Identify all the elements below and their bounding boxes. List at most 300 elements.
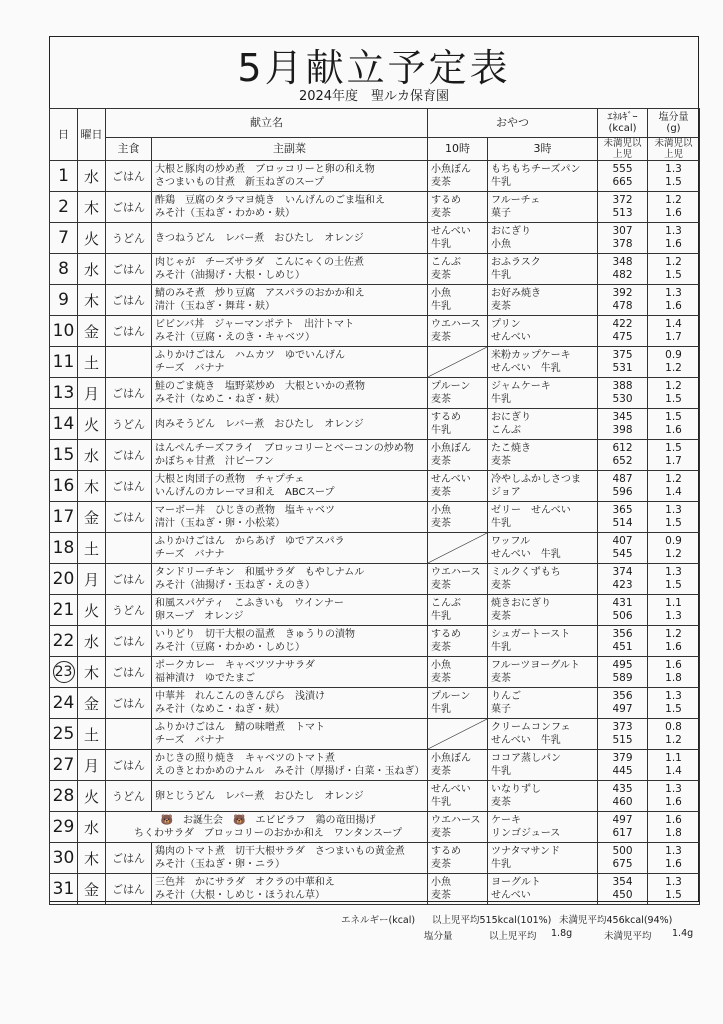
snack-3-cell: [488, 688, 598, 719]
snack-3-cell: [488, 657, 598, 688]
dish-line-1: 卵とじうどん レバー煮 おひたし オレンジ: [155, 790, 364, 802]
salt-toddler: 1.3: [665, 690, 682, 702]
salt-cell: [648, 843, 700, 874]
snack-10-cell: [428, 409, 488, 440]
energy-cell: [598, 874, 648, 905]
salt-cell: [648, 223, 700, 254]
snack-10-item-2: 牛乳: [431, 239, 451, 250]
snack-10-item-1: 小魚: [431, 660, 451, 671]
salt-toddler: 1.1: [665, 752, 682, 764]
snack-10-item-1: 小魚: [431, 877, 451, 888]
snack-3-item-1: りんご: [491, 691, 521, 702]
dishes-cell: [152, 223, 428, 254]
menu-table: [49, 108, 700, 905]
energy-cell: [598, 657, 648, 688]
dishes-cell: [152, 781, 428, 812]
date-cell: 24: [50, 688, 78, 719]
snack-10-cell: [428, 657, 488, 688]
dishes-cell: [152, 161, 428, 192]
table-row: [50, 440, 700, 471]
snack-10-item-1: プルーン: [431, 691, 471, 702]
table-row: [50, 161, 700, 192]
salt-toddler: 1.3: [665, 566, 682, 578]
dish-line-2: みそ汁（なめこ・ねぎ・麸）: [155, 394, 285, 405]
energy-cell: [598, 533, 648, 564]
energy-older: 589: [612, 672, 633, 684]
energy-cell: [598, 285, 648, 316]
salt-toddler: 1.3: [665, 876, 682, 888]
snack-10-item-2: 牛乳: [431, 425, 451, 436]
energy-cell: [598, 347, 648, 378]
date-cell: 27: [50, 750, 78, 781]
salt-older: 1.6: [665, 424, 682, 436]
table-row: [50, 223, 700, 254]
footer-salt-lower-label: 未満児平均: [604, 931, 652, 942]
table-row: [50, 254, 700, 285]
staple-cell: ごはん: [106, 750, 152, 781]
salt-cell: [648, 781, 700, 812]
snack-3-item-2: 麦茶: [491, 580, 511, 591]
staple-cell: うどん: [106, 595, 152, 626]
dishes-cell: [152, 657, 428, 688]
salt-cell: [648, 688, 700, 719]
snack-3-item-1: ケーキ: [491, 815, 521, 826]
salt-older: 1.6: [665, 796, 682, 808]
footer-energy-upper: 以上児平均515kcal(101%): [432, 915, 552, 926]
dish-line-2: 清汁（玉ねぎ・舞茸・麸）: [155, 301, 275, 312]
footer-energy-label: エネルギー(kcal): [341, 915, 416, 926]
salt-cell: [648, 502, 700, 533]
snack-3-item-2: 牛乳: [491, 177, 511, 188]
weekday-cell: 月: [78, 564, 106, 595]
snack-10-cell: [428, 471, 488, 502]
date-cell: 22: [50, 626, 78, 657]
date-cell: 2: [50, 192, 78, 223]
salt-older: 1.4: [665, 486, 682, 498]
dish-line-1: ビビンバ丼 ジャーマンポテト 出汁トマト: [155, 319, 355, 330]
date-cell: 9: [50, 285, 78, 316]
snack-10-cell: [428, 161, 488, 192]
energy-toddler: 431: [612, 597, 633, 609]
snack-3-item-2: 牛乳: [491, 270, 511, 281]
staple-cell: [106, 719, 152, 750]
staple-cell: ごはん: [106, 688, 152, 719]
slash-line: [428, 719, 487, 749]
snack-3-item-1: いなりずし: [491, 784, 541, 795]
date-cell: 7: [50, 223, 78, 254]
energy-toddler: 348: [612, 256, 633, 268]
energy-toddler: 379: [612, 752, 633, 764]
dishes-cell: [152, 254, 428, 285]
snack-10-item-2: 麦茶: [431, 642, 451, 653]
energy-older: 482: [612, 269, 633, 281]
snack-3-item-1: フルーツヨーグルト: [491, 660, 580, 671]
date-cell: 20: [50, 564, 78, 595]
page-title: 5月献立予定表: [237, 46, 511, 90]
snack-10-cell: [428, 595, 488, 626]
salt-older: 1.3: [665, 610, 682, 622]
snack-10-item-2: 麦茶: [431, 177, 451, 188]
table-row: [50, 781, 700, 812]
energy-toddler: 356: [612, 690, 633, 702]
energy-older: 475: [612, 331, 633, 343]
snack-10-cell: [428, 564, 488, 595]
salt-cell: [648, 378, 700, 409]
energy-toddler: 345: [612, 411, 633, 423]
header-salt: 塩分量(g): [648, 109, 700, 138]
dishes-cell: [106, 812, 428, 843]
snack-10-item-2: 牛乳: [431, 611, 451, 622]
circled-date: 23: [53, 661, 75, 683]
snack-10-item-2: 牛乳: [431, 301, 451, 312]
weekday-cell: 水: [78, 812, 106, 843]
salt-toddler: 1.5: [665, 442, 682, 454]
salt-toddler: 1.3: [665, 163, 682, 175]
snack-10-item-1: するめ: [431, 195, 461, 206]
header-energy: ｴﾈﾙｷﾞｰ(kcal): [598, 109, 648, 138]
date-cell: 1: [50, 161, 78, 192]
table-row: [50, 812, 700, 843]
dish-line-1: はんぺんチーズフライ ブロッコリーとベーコンの炒め物: [155, 443, 414, 454]
dish-line-2: いんげんのカレーマヨ和え ABCスープ: [155, 487, 335, 498]
weekday-cell: 月: [78, 378, 106, 409]
snack-10-item-1: せんべい: [431, 226, 471, 237]
snack-10-cell: [428, 223, 488, 254]
snack-10-cell: [428, 812, 488, 843]
snack-3-item-1: フルーチェ: [491, 195, 541, 206]
energy-cell: [598, 161, 648, 192]
snack-10-item-1: こんぶ: [431, 257, 461, 268]
energy-cell: [598, 564, 648, 595]
salt-cell: [648, 812, 700, 843]
snack-3-item-1: おにぎり: [491, 412, 531, 423]
snack-3-item-1: ゼリー せんべい: [491, 505, 571, 516]
snack-10-item-2: 麦茶: [431, 270, 451, 281]
energy-cell: [598, 781, 648, 812]
salt-cell: [648, 595, 700, 626]
snack-3-item-2: こんぶ: [491, 425, 521, 436]
title-band: [50, 37, 698, 108]
header-row-2: [50, 138, 700, 161]
snack-3-cell: [488, 533, 598, 564]
dish-line-1: タンドリーチキン 和風サラダ もやしナムル: [155, 567, 365, 578]
date-cell: 13: [50, 378, 78, 409]
salt-toddler: 1.6: [665, 659, 682, 671]
table-row: [50, 688, 700, 719]
dishes-cell: [152, 316, 428, 347]
staple-cell: [106, 533, 152, 564]
snack-3-cell: [488, 161, 598, 192]
dish-line-2: かぼちゃ甘煮 汁ビーフン: [155, 456, 274, 467]
snack-10-item-2: 麦茶: [431, 766, 451, 777]
table-row: [50, 192, 700, 223]
snack-10-cell: [428, 688, 488, 719]
snack-3-item-2: 麦茶: [491, 456, 511, 467]
snack-3-item-2: 牛乳: [491, 642, 511, 653]
dish-line-2: みそ汁（油揚げ・大根・しめじ）: [155, 270, 305, 281]
energy-older: 506: [612, 610, 633, 622]
energy-toddler: 555: [612, 163, 633, 175]
table-row: [50, 719, 700, 750]
energy-older: 514: [612, 517, 633, 529]
weekday-cell: 木: [78, 471, 106, 502]
snack-10-cell: [428, 502, 488, 533]
energy-older: 460: [612, 796, 633, 808]
energy-toddler: 422: [612, 318, 633, 330]
energy-toddler: 307: [612, 225, 633, 237]
energy-older: 450: [612, 889, 633, 901]
dish-line-1: ふりかけごはん からあげ ゆでアスパラ: [155, 536, 345, 547]
date-cell: 15: [50, 440, 78, 471]
salt-older: 1.2: [665, 548, 682, 560]
staple-cell: ごはん: [106, 874, 152, 905]
slash-line: [428, 347, 487, 377]
energy-cell: [598, 688, 648, 719]
footer-salt-lower-value: 1.4g: [672, 928, 694, 939]
no-snack-slash: [428, 533, 487, 563]
dish-line-2: みそ汁（油揚げ・玉ねぎ・えのき）: [155, 580, 315, 591]
snack-10-cell: [428, 347, 488, 378]
snack-3-cell: [488, 564, 598, 595]
snack-10-item-2: 麦茶: [431, 890, 451, 901]
snack-3-item-1: 冷やしふかしさつま: [491, 474, 581, 485]
snack-10-item-2: 牛乳: [431, 704, 451, 715]
energy-cell: [598, 626, 648, 657]
snack-10-cell: [428, 192, 488, 223]
weekday-cell: 土: [78, 347, 106, 378]
salt-toddler: 0.9: [665, 349, 682, 361]
header-salt-sub: 未満児以上児: [648, 138, 700, 161]
snack-3-cell: [488, 223, 598, 254]
menu-sheet: [49, 36, 699, 902]
salt-cell: [648, 750, 700, 781]
staple-cell: ごはん: [106, 471, 152, 502]
snack-3-item-2: 牛乳: [491, 766, 511, 777]
snack-3-item-1: おふラスク: [491, 257, 541, 268]
energy-older: 497: [612, 703, 633, 715]
snack-10-item-2: 麦茶: [431, 487, 451, 498]
dish-line-2: さつまいもの甘煮 新玉ねぎのスープ: [155, 177, 324, 188]
dishes-cell: [152, 409, 428, 440]
snack-3-item-1: ツナタマサンド: [491, 846, 560, 857]
snack-3-item-1: シュガートースト: [491, 629, 571, 640]
snack-10-cell: [428, 285, 488, 316]
footer-salt-upper-label: 以上児平均: [489, 931, 537, 942]
dish-line-2: みそ汁（豆腐・わかめ・しめじ）: [155, 642, 305, 653]
staple-cell: うどん: [106, 223, 152, 254]
energy-older: 445: [612, 765, 633, 777]
weekday-cell: 木: [78, 192, 106, 223]
energy-toddler: 497: [612, 814, 633, 826]
salt-older: 1.6: [665, 641, 682, 653]
table-row: [50, 533, 700, 564]
snack-3-cell: [488, 471, 598, 502]
salt-toddler: 1.6: [665, 814, 682, 826]
snack-3-item-2: 菓子: [491, 704, 511, 715]
no-snack-slash: [428, 347, 487, 377]
snack-3-item-1: おにぎり: [491, 226, 531, 237]
weekday-cell: 火: [78, 781, 106, 812]
salt-older: 1.5: [665, 579, 682, 591]
snack-3-item-2: 麦茶: [491, 673, 511, 684]
weekday-cell: 火: [78, 409, 106, 440]
salt-toddler: 1.3: [665, 845, 682, 857]
energy-cell: [598, 502, 648, 533]
staple-cell: ごはん: [106, 192, 152, 223]
staple-cell: ごはん: [106, 440, 152, 471]
salt-cell: [648, 564, 700, 595]
snack-3-cell: [488, 409, 598, 440]
dish-line-2: チーズ バナナ: [155, 363, 225, 374]
footer-salt-upper-value: 1.8g: [551, 928, 573, 939]
snack-3-cell: [488, 440, 598, 471]
dishes-cell: [152, 285, 428, 316]
salt-older: 1.7: [665, 331, 682, 343]
snack-3-item-2: 麦茶: [491, 301, 511, 312]
salt-older: 1.8: [665, 672, 682, 684]
snack-3-item-1: お好み焼き: [491, 288, 541, 299]
snack-10-cell: [428, 316, 488, 347]
header-snack-3: 3時: [488, 138, 598, 161]
dish-line-1: 肉じゃが チーズサラダ こんにゃくの土佐煮: [155, 257, 364, 268]
snack-10-item-2: 麦茶: [431, 580, 451, 591]
snack-10-item-1: プルーン: [431, 381, 471, 392]
energy-cell: [598, 378, 648, 409]
energy-older: 378: [612, 238, 633, 250]
salt-cell: [648, 347, 700, 378]
salt-older: 1.6: [665, 300, 682, 312]
energy-older: 652: [612, 455, 633, 467]
dish-line-2: 卵スープ オレンジ: [155, 611, 244, 622]
table-row: [50, 409, 700, 440]
energy-toddler: 374: [612, 566, 633, 578]
weekday-cell: 金: [78, 688, 106, 719]
salt-toddler: 1.2: [665, 380, 682, 392]
salt-cell: [648, 192, 700, 223]
dish-line-2: えのきとわかめのナムル みそ汁（厚揚げ・白菜・玉ねぎ）: [155, 766, 425, 777]
snack-10-item-1: するめ: [431, 846, 461, 857]
table-row: [50, 316, 700, 347]
table-row: [50, 843, 700, 874]
staple-cell: ごはん: [106, 502, 152, 533]
weekday-cell: 火: [78, 595, 106, 626]
dishes-cell: [152, 719, 428, 750]
snack-3-item-2: 牛乳: [491, 394, 511, 405]
dish-line-1: ふりかけごはん ハムカツ ゆでいんげん: [155, 350, 345, 361]
snack-3-item-2: せんべい: [491, 890, 531, 901]
dishes-cell: [152, 595, 428, 626]
snack-10-item-2: 麦茶: [431, 859, 451, 870]
snack-10-item-1: 小魚ぼん: [431, 443, 471, 454]
snack-3-item-2: 麦茶: [491, 797, 511, 808]
dish-line-1: 肉みそうどん レバー煮 おひたし オレンジ: [155, 418, 364, 430]
snack-3-item-2: リンゴジュース: [491, 828, 561, 839]
salt-toddler: 1.3: [665, 225, 682, 237]
footer-summary: [0, 908, 723, 968]
dishes-cell: [152, 843, 428, 874]
snack-10-item-1: せんべい: [431, 474, 471, 485]
dish-line-1: マーボー丼 ひじきの煮物 塩キャベツ: [155, 505, 335, 516]
energy-cell: [598, 192, 648, 223]
dish-line-2: みそ汁（大根・しめじ・ほうれん草）: [155, 890, 325, 901]
table-row: [50, 874, 700, 905]
date-cell: 16: [50, 471, 78, 502]
snack-3-item-2: せんべい 牛乳: [491, 549, 561, 560]
snack-10-item-2: 麦茶: [431, 518, 451, 529]
snack-3-cell: [488, 626, 598, 657]
salt-cell: [648, 626, 700, 657]
snack-3-cell: [488, 347, 598, 378]
salt-toddler: 1.2: [665, 256, 682, 268]
weekday-cell: 木: [78, 657, 106, 688]
snack-10-item-2: 麦茶: [431, 828, 451, 839]
energy-toddler: 612: [612, 442, 633, 454]
snack-3-item-2: せんべい 牛乳: [491, 735, 561, 746]
salt-older: 1.5: [665, 269, 682, 281]
header-row-1: [50, 109, 700, 138]
salt-toddler: 1.1: [665, 597, 682, 609]
energy-older: 451: [612, 641, 633, 653]
energy-older: 478: [612, 300, 633, 312]
dish-line-1: 大根と肉団子の煮物 チャプチェ: [155, 474, 305, 485]
table-row: [50, 626, 700, 657]
salt-older: 1.6: [665, 238, 682, 250]
energy-cell: [598, 595, 648, 626]
snack-3-cell: [488, 812, 598, 843]
snack-3-cell: [488, 316, 598, 347]
salt-older: 1.7: [665, 455, 682, 467]
snack-3-item-1: クリームコンフェ: [491, 722, 571, 733]
weekday-cell: 水: [78, 161, 106, 192]
snack-3-item-1: ミルクくずもち: [491, 567, 561, 578]
dish-line-2: チーズ バナナ: [155, 549, 225, 560]
staple-cell: ごはん: [106, 254, 152, 285]
dishes-cell: [152, 874, 428, 905]
energy-cell: [598, 471, 648, 502]
staple-cell: ごはん: [106, 657, 152, 688]
salt-older: 1.5: [665, 517, 682, 529]
snack-3-item-1: 米粉カップケーキ: [491, 350, 571, 361]
energy-toddler: 407: [612, 535, 633, 547]
snack-3-item-2: 菓子: [491, 208, 511, 219]
energy-cell: [598, 812, 648, 843]
date-cell: 18: [50, 533, 78, 564]
snack-3-cell: [488, 750, 598, 781]
page-subtitle: 2024年度 聖ルカ保育園: [298, 89, 450, 104]
dish-line-1: 鮭のごま焼き 塩野菜炒め 大根といかの煮物: [155, 381, 365, 392]
staple-cell: ごはん: [106, 843, 152, 874]
dish-line-2: みそ汁（豆腐・えのき・キャベツ）: [155, 332, 315, 343]
snack-10-item-1: こんぶ: [431, 598, 461, 609]
weekday-cell: 水: [78, 254, 106, 285]
dish-line-2: 清汁（玉ねぎ・卵・小松菜）: [155, 518, 285, 529]
snack-10-cell: [428, 533, 488, 564]
date-cell: 8: [50, 254, 78, 285]
energy-older: 531: [612, 362, 633, 374]
energy-cell: [598, 843, 648, 874]
energy-toddler: 354: [612, 876, 633, 888]
snack-3-item-1: もちもちチーズパン: [491, 164, 581, 175]
salt-older: 1.2: [665, 734, 682, 746]
snack-10-item-2: 麦茶: [431, 456, 451, 467]
salt-older: 1.5: [665, 393, 682, 405]
date-cell: 17: [50, 502, 78, 533]
energy-older: 675: [612, 858, 633, 870]
date-cell: 25: [50, 719, 78, 750]
energy-older: 545: [612, 548, 633, 560]
snack-10-cell: [428, 626, 488, 657]
salt-toddler: 1.3: [665, 287, 682, 299]
